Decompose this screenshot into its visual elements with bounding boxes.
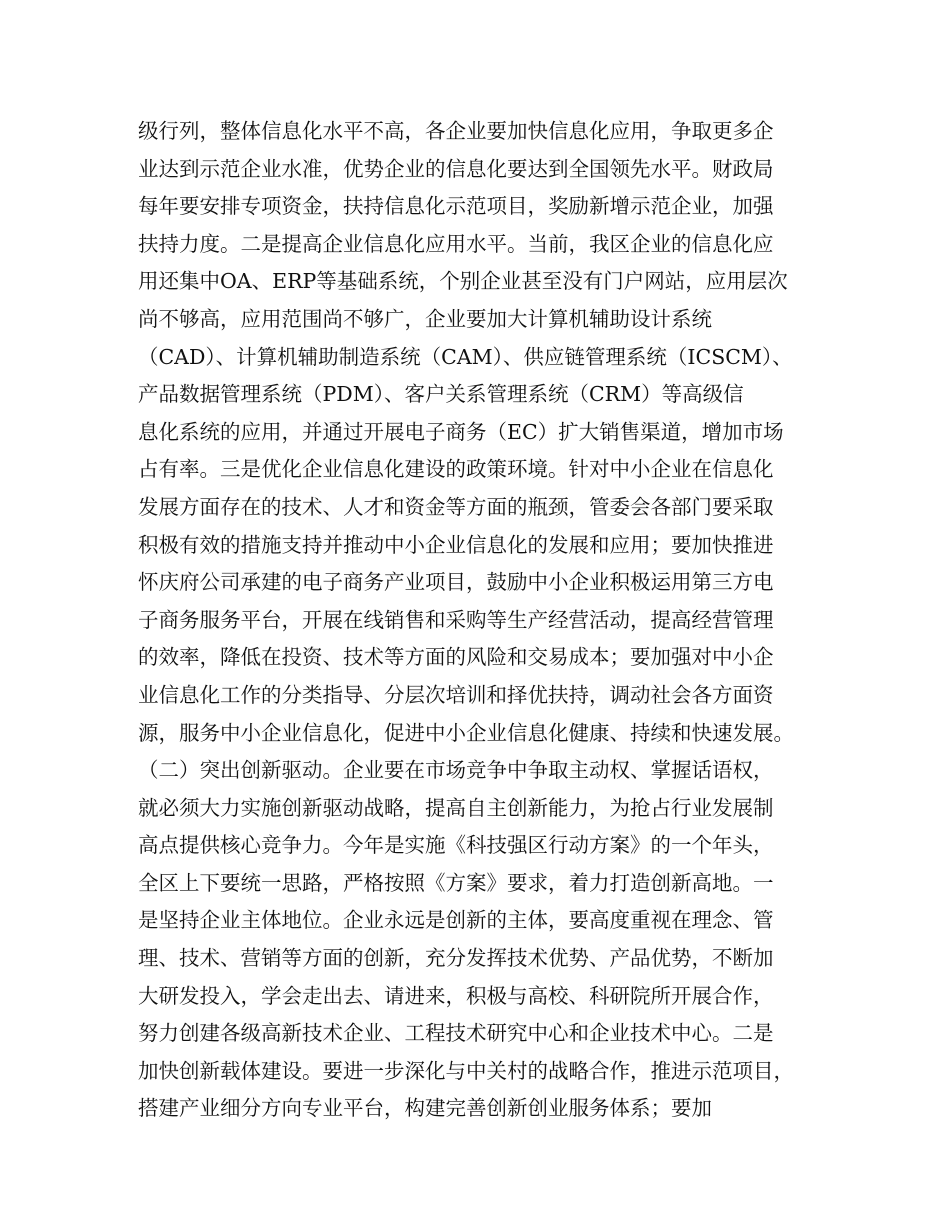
body-text xyxy=(138,113,828,1128)
text-line: 每年要安排专项资金，扶持信息化示范项目，奖励新增示范企业，加强 xyxy=(138,194,774,219)
text-line: 息化系统的应用，并通过开展电子商务（EC）扩大销售渠道，增加市场 xyxy=(138,419,784,444)
text-line: 业信息化工作的分类指导、分层次培训和择优扶持，调动社会各方面资 xyxy=(138,682,774,707)
text-line: 加快创新载体建设。要进一步深化与中关村的战略合作，推进示范项目， xyxy=(138,1058,794,1083)
text-line: （CAD）、计算机辅助制造系统（CAM）、供应链管理系统（ICSCM）、 xyxy=(138,344,793,369)
text-line: 怀庆府公司承建的电子商务产业项目，鼓励中小企业积极运用第三方电 xyxy=(138,570,774,595)
text-line: 产品数据管理系统（PDM）、客户关系管理系统（CRM）等高级信 xyxy=(138,382,744,407)
text-line: 就必须大力实施创新驱动战略，提高自主创新能力，为抢占行业发展制 xyxy=(138,795,774,820)
text-line: 用还集中OA、ERP等基础系统，个别企业甚至没有门户网站，应用层次 xyxy=(138,269,788,294)
text-line: 努力创建各级高新技术企业、工程技术研究中心和企业技术中心。二是 xyxy=(138,1021,774,1046)
text-line: 业达到示范企业水准，优势企业的信息化要达到全国领先水平。财政局 xyxy=(138,156,774,181)
text-line: 搭建产业细分方向专业平台，构建完善创新创业服务体系；要加 xyxy=(138,1096,712,1121)
text-line: 尚不够高，应用范围尚不够广，企业要加大计算机辅助设计系统 xyxy=(138,306,712,331)
text-line: 级行列，整体信息化水平不高，各企业要加快信息化应用，争取更多企 xyxy=(138,119,774,143)
text-line: 理、技术、营销等方面的创新，充分发挥技术优势、产品优势，不断加 xyxy=(138,946,774,971)
text-line: 扶持力度。二是提高企业信息化应用水平。当前，我区企业的信息化应 xyxy=(138,231,774,256)
text-line: 的效率，降低在投资、技术等方面的风险和交易成本；要加强对中小企 xyxy=(138,645,774,670)
text-line: （二）突出创新驱动。企业要在市场竞争中争取主动权、掌握话语权， xyxy=(138,758,774,783)
text-line: 子商务服务平台，开展在线销售和采购等生产经营活动，提高经营管理 xyxy=(138,607,774,632)
text-line: 积极有效的措施支持并推动中小企业信息化的发展和应用；要加快推进 xyxy=(138,532,774,557)
text-line: 是坚持企业主体地位。企业永远是创新的主体，要高度重视在理念、管 xyxy=(138,908,774,933)
text-line: 全区上下要统一思路，严格按照《方案》要求，着力打造创新高地。一 xyxy=(138,870,774,895)
text-line: 占有率。三是优化企业信息化建设的政策环境。针对中小企业在信息化 xyxy=(138,457,774,482)
text-line: 源，服务中小企业信息化，促进中小企业信息化健康、持续和快速发展。 xyxy=(138,720,794,745)
text-line: 高点提供核心竞争力。今年是实施《科技强区行动方案》的一个年头， xyxy=(138,833,774,858)
text-line: 发展方面存在的技术、人才和资金等方面的瓶颈，管委会各部门要采取 xyxy=(138,494,774,519)
text-line: 大研发投入，学会走出去、请进来，积极与高校、科研院所开展合作， xyxy=(138,983,774,1008)
